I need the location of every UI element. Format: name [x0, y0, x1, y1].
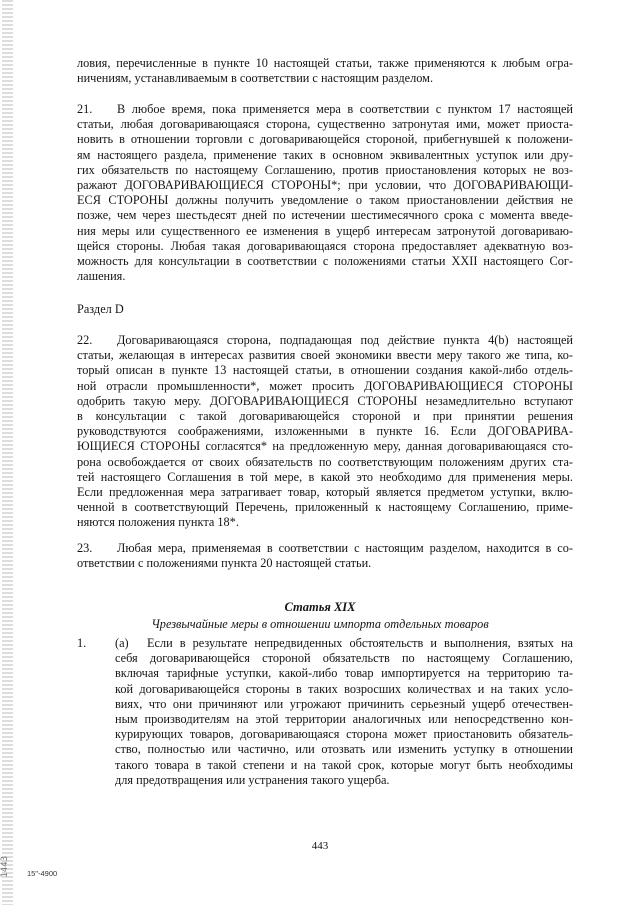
text-line: курирующих товаров, договаривающаяся сторона может приостановить обязатель- — [115, 727, 573, 742]
text-line: Договаривающаяся сторона, подпадающая под действие пункта 4(b) настоящей — [117, 333, 573, 347]
text-line: ям настоящего раздела, применение таких в основном эквивалентных уступок или дру- — [77, 147, 573, 162]
article-title: Статья XIX — [284, 600, 356, 614]
text-line: Если в результате непредвиденных обстоятельств и выполнения, взятых на — [147, 636, 573, 650]
page-number: 443 — [311, 840, 329, 852]
text-line: торый описан в пункте 13 настоящей статьи, в отношении создания какой-либо отдель- — [77, 363, 573, 378]
paragraph-23 — [77, 541, 573, 571]
text-line: щейся стороны. Любая такая договаривающаяся сторона предоставляет адекватную воз- — [77, 238, 573, 253]
text-line: можность для консультации в соответствии с положениями статьи XXII настоящего Сог- — [77, 254, 573, 269]
text-line: в консультации с такой договаривающейся стороной и при принятии решения — [77, 409, 573, 424]
text-line: В любое время, пока применяется мера в соответствии с пунктом 17 настоящей — [117, 102, 573, 116]
text-line: ловия, перечисленные в пункте 10 настоящей статьи, также применяются к любым огра- — [77, 56, 573, 70]
text-line: такого товара в такой степени и на такой срок, которые могут быть необходимы — [115, 757, 573, 772]
paragraph-number: 23. — [77, 541, 93, 555]
text-line: руководствуются соображениями, изложенными в пункте 16. Если ДОГОВАРИВА- — [77, 424, 573, 439]
text-line: ЕСЯ СТОРОНЫ должны получить уведомление о таком приостановлении действия не — [77, 193, 573, 208]
paragraph-number: 21. — [77, 102, 93, 116]
text-line: Если предложенная мера затрагивает товар, который является предметом уступки, вклю- — [77, 485, 573, 500]
text-line: статьи, желающая в интересах развития своей экономики ввести меру такого же типа, ко- — [77, 348, 573, 363]
paragraph-21 — [77, 102, 573, 284]
text-line: ство, полностью или частично, или отозвать или изменить уступку в отношении — [115, 742, 573, 757]
text-line: новить в отношении торговли с договаривающейся стороной, прибегнувшей к положени- — [77, 132, 573, 147]
item-number: 1. — [77, 636, 87, 650]
text-line: одобрить такую меру. ДОГОВАРИВАЮЩИЕСЯ СТОРОНЫ незамедлительно вступают — [77, 393, 573, 408]
text-line: Любая мера, применяемая в соответствии с настоящим разделом, находится в со- — [117, 541, 573, 555]
text-line: ражают ДОГОВАРИВАЮЩИЕСЯ СТОРОНЫ*; при условии, что ДОГОВАРИВАЮЩИ- — [77, 178, 573, 193]
footer-code: 15"-4900 — [27, 869, 58, 878]
text-line: себя договаривающейся стороной обязательств по настоящему Соглашению, — [115, 651, 573, 666]
text-line: кой договаривающейся стороны в таких возросших количествах и на таких усло- — [115, 681, 573, 696]
text-line: ния меры или существенного ее изменения в ущерб интересам затронутой договариваю- — [77, 223, 573, 238]
item-subletter: (a) — [115, 636, 129, 650]
article-subtitle: Чрезвычайные меры в отношении импорта отдельных товаров — [151, 617, 489, 631]
text-line: няются положения пункта 18*. — [77, 515, 239, 530]
text-line: рона освобождается от своих обязательств по соответствующим положениям других ста- — [77, 454, 573, 469]
text-line: ным производителям на этой территории аналогичных или непосредственно кон- — [115, 712, 573, 727]
text-line: гих обязательств по настоящему Соглашению, против приостановления которых не воз- — [77, 162, 573, 177]
text-line: виях, что они причиняют или угрожают причинить серьезный ущерб отечествен- — [115, 696, 573, 711]
text-line: включая тарифные уступки, какой-либо товар импортируется на территорию та- — [115, 666, 573, 681]
text-line: ничениям, устанавливаемым в соответствии с настоящим разделом. — [77, 71, 434, 86]
binding-handwritten-mark: 1443 — [0, 856, 10, 878]
item-1a-text — [115, 636, 573, 788]
text-line: ответствии с положениями пункта 20 настоящей статьи. — [77, 556, 372, 571]
text-line: тей настоящего Соглашения в той мере, в какой это необходимо для применения меры. — [77, 469, 573, 484]
paragraph-continuation — [77, 56, 573, 86]
text-line: ной отрасли промышленности*, может просить ДОГОВАРИВАЮЩИЕСЯ СТОРОНЫ — [77, 378, 573, 393]
paragraph-number: 22. — [77, 333, 93, 347]
scan-binding-edge — [2, 0, 13, 905]
text-line: для предотвращения или устранения такого ущерба. — [115, 772, 390, 787]
section-heading: Раздел D — [77, 302, 124, 316]
text-line: ЮЩИЕСЯ СТОРОНЫ согласятся* на предложенную меру, данная договаривающаяся сто- — [77, 439, 573, 454]
paragraph-22 — [77, 333, 573, 531]
text-line: лашения. — [77, 269, 126, 284]
text-line: ченной в соответствующий Перечень, приложенный к настоящему Соглашению, приме- — [77, 500, 573, 515]
text-line: статьи, любая договаривающаяся сторона, существенно затронутая ими, может приоста- — [77, 117, 573, 132]
text-line: позже, чем через шестьдесят дней по истечении шестимесячного срока с момента введе- — [77, 208, 573, 223]
